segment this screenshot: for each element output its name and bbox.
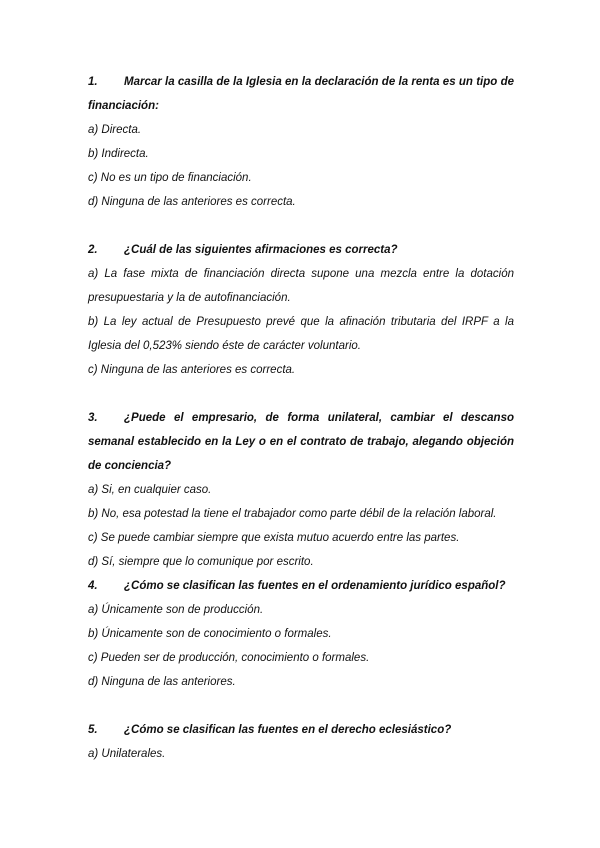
question-number: 2. [88, 244, 98, 256]
answer-line: b) Indirecta. [88, 148, 149, 160]
answer-line: a) Únicamente son de producción. [88, 604, 264, 616]
question-2-heading [88, 238, 514, 262]
answer-line: c) Pueden ser de producción, conocimiento o formales. [88, 652, 370, 664]
question-3-continuation: de conciencia? [88, 460, 172, 472]
answer-line: presupuestaria y la de autofinanciación. [88, 292, 291, 304]
spacer [88, 214, 514, 238]
answer-line: b) La ley actual de Presupuesto prevé que la afinación tributaria del IRPF a la [88, 316, 514, 328]
question-text: ¿Cuál de las siguientes afirmaciones es correcta? [124, 244, 398, 256]
answer-line: a) Directa. [88, 124, 142, 136]
answer-line: a) La fase mixta de financiación directa supone una mezcla entre la dotación [88, 268, 514, 280]
question-1-heading [88, 70, 514, 94]
answer-line: c) No es un tipo de financiación. [88, 172, 252, 184]
answer-line: Iglesia del 0,523% siendo éste de carácter voluntario. [88, 340, 361, 352]
spacer [88, 382, 514, 406]
answer-line: b) Únicamente son de conocimiento o formales. [88, 628, 332, 640]
question-number: 1. [88, 76, 98, 88]
answer-line: a) Unilaterales. [88, 748, 166, 760]
question-5-heading [88, 718, 514, 742]
answer-line: d) Ninguna de las anteriores es correcta. [88, 196, 296, 208]
question-text: ¿Cómo se clasifican las fuentes en el derecho eclesiástico? [124, 724, 452, 736]
answer-line: c) Se puede cambiar siempre que exista mutuo acuerdo entre las partes. [88, 532, 460, 544]
document-page [88, 70, 514, 766]
question-1-continuation: financiación: [88, 100, 159, 112]
spacer [88, 694, 514, 718]
question-3-continuation: semanal establecido en la Ley o en el contrato de trabajo, alegando objeción [88, 436, 514, 448]
question-text: ¿Puede el empresario, de forma unilateral, cambiar el descanso [124, 412, 514, 424]
answer-line: c) Ninguna de las anteriores es correcta. [88, 364, 296, 376]
question-number: 3. [88, 412, 98, 424]
question-4-heading [88, 574, 514, 598]
answer-line: d) Ninguna de las anteriores. [88, 676, 236, 688]
question-text: Marcar la casilla de la Iglesia en la declaración de la renta es un tipo de [124, 76, 514, 88]
question-3-heading [88, 406, 514, 430]
question-number: 4. [88, 580, 98, 592]
answer-line: b) No, esa potestad la tiene el trabajador como parte débil de la relación laboral. [88, 508, 497, 520]
question-text: ¿Cómo se clasifican las fuentes en el ordenamiento jurídico español? [124, 580, 506, 592]
question-number: 5. [88, 724, 98, 736]
answer-line: d) Sí, siempre que lo comunique por escrito. [88, 556, 314, 568]
answer-line: a) Si, en cualquier caso. [88, 484, 212, 496]
